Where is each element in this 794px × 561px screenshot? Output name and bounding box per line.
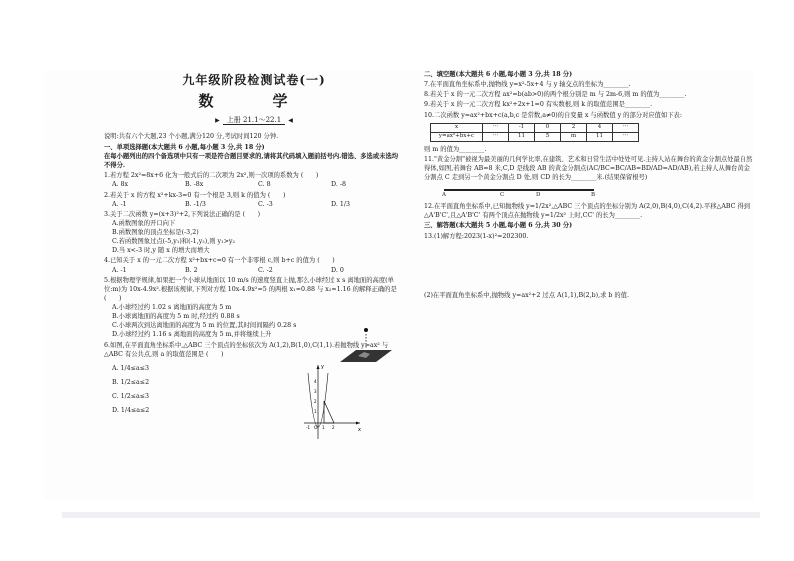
right-column [424,70,754,300]
q10-table-row-y [431,132,639,141]
fig-tick-2: 2 [332,424,335,430]
instructions: 说明:共有六个大题,23 个小题,满分120 分,考试时间120 分钟. [104,132,279,140]
q6-choice-c: C. 1/2≤a≤3 [112,393,150,401]
question-9: 9.若关于 x 的一元二次方程 kx²+2x+1=0 有实数根,则 k 的取值范围是________. [424,101,653,109]
triangle-left-icon: ◀ [288,117,293,125]
q6-choice-b: B. 1/2≤a≤2 [112,378,150,386]
left-column [104,70,404,433]
question-7: 7.在平面直角坐标系中,抛物线 y=x²-5x+4 与 y 轴交点的坐标为________. [424,81,631,89]
q6-paren: ( ) [206,350,224,358]
q5-choice-a: A.小球经过约 1.02 s 离地面的高度为 5 m [112,304,232,312]
horizontal-scrollbar[interactable] [62,512,760,518]
q3-choice-d: D.当 x<-3 时,y 随 x 的增大而增大 [112,247,210,255]
question-6 [104,341,404,433]
q2-choice-c: C. -3 [258,200,273,208]
q3-choice-a: A.函数图象的开口向下 [112,219,176,227]
fig-origin-label: O [314,425,318,431]
exam-page [44,70,754,500]
exam-title: 九年级阶段检测试卷(一) [182,73,326,87]
q4-paren: ( ) [317,257,335,265]
q1-choice-b: B. -8x [185,181,204,189]
q2-choice-a: A. -1 [112,200,127,208]
q11-text: 11."黄金分割"被视为最美丽的几何学比率,在建筑、艺术和日常生活中处处可见.主持人站在舞台的黄金分割点处最自然得体,如图,若舞台 AB=8 米,C,D 是线段 AB 的黄金分割点(AC/BC=BC/AB=BD/AD=AD/AB),若主持人从舞台黄金分割点 C 走到另一个黄金分割点 D 处,则 CD 的长为________米.(结果保留根号) [424,155,753,181]
question-2 [104,191,404,209]
table-cell: ··· [483,132,509,141]
q6-choice-d: D. 1/4≤a≤2 [112,407,150,415]
q4-choice-a: A. -1 [112,266,127,274]
table-cell: 0 [535,123,561,132]
table-cell: 11 [587,132,613,141]
section1-note: 在每小题列出的四个备选项中只有一项是符合题目要求的,请将其代码填入题前括号内.错选、多选或未选均不得分. [104,153,399,170]
seg-label-d: D [536,192,541,199]
q1-choice-a: A. 8x [112,181,129,189]
q3-stem: 3.关于二次函数 y=(x+3)²+2,下列说法正确的是 [104,210,241,218]
stage-line [444,189,594,191]
fig-tick-1: 1 [322,424,325,430]
q1-choice-c: C. 8 [258,181,271,189]
seg-label-c: C [500,192,505,199]
q13-part1: 13.(1)解方程:2023(1-x)²=202300. [424,232,529,240]
fig-tick-y2: 2 [314,398,317,404]
q3-paren: ( ) [242,210,261,218]
question-4 [104,256,404,274]
fig-tick-neg1: -1 [306,424,310,430]
exam-scope [104,115,404,126]
q5-choice-c: C.小球两次到达离地面的高度为 5 m 的位置,其时间间隔约 0.28 s [112,322,297,330]
q1-stem: 1.若方程 2x²=8x+6 化为一般式后的二次项为 2x²,则一次项的系数为 [104,172,299,180]
q4-choice-c: C. -2 [258,266,273,274]
coordinate-figure [294,361,364,441]
fig-tick-y3: 3 [314,388,317,394]
section1-title: 一、单项选择题(本大题共 6 小题,每小题 3 分,共 18 分) [104,143,265,151]
q4-choice-b: B. 2 [185,266,198,274]
section3-title: 三、解答题(本大题共 5 小题,每小题 6 分,共 30 分) [424,222,573,230]
table-cell: 11 [509,132,535,141]
exam-subject: 数 学 [198,92,310,111]
stage-segment-figure [444,185,594,199]
question-3 [104,210,404,256]
table-cell: -1 [509,123,535,132]
table-cell: ··· [483,123,509,132]
q2-choice-b: B. -1/3 [185,200,206,208]
table-cell: ··· [613,132,639,141]
seg-label-b: B [591,192,596,199]
q2-stem: 2.若关于 x 的方程 x²+kx-3=0 有一个根是 3,则 k 的值为 [104,191,266,199]
q10-table [430,123,639,142]
q3-choice-c: C.若函数图象过点(-5,y₁)和(-1,y₂),则 y₁>y₂ [112,238,235,246]
q1-choice-d: D. -8 [331,181,346,189]
seg-label-a: A [442,192,446,199]
q4-stem: 4.已知关于 x 的一元二次方程 x²+bx+c=0 有一个非零根 c,则 b+c 的值为 [104,257,316,265]
fig-x-label: x [358,426,361,433]
question-1 [104,171,404,189]
q10-table-row-x [431,123,639,132]
fig-tick-y4: 4 [314,378,317,384]
table-cell: m [561,132,587,141]
question-5 [104,276,404,340]
triangle-right-icon: ▶ [215,117,220,125]
q10-tail: 则 m 的值为________. [424,145,487,153]
q2-paren: ( ) [267,191,286,199]
table-cell: 5 [535,132,561,141]
fig-y-label: y [321,363,324,370]
q2-choice-d: D. 1/3 [331,200,350,208]
question-8: 8.若关于 x 的一元二次方程 ax²=b(ab>0)的两个根分别是 m 与 2m-6,则 m 的值为________. [424,91,687,99]
table-cell: 4 [587,123,613,132]
q5-paren: ( ) [104,294,122,302]
q1-paren: ( ) [300,172,319,180]
q13-part2: (2)在平面直角坐标系中,抛物线 y=ax²+2 过点 A(1,1),B(2,b),求 b 的值. [424,291,630,299]
question-12: 12.在平面直角坐标系中,已知抛物线 y=1/2x²,△ABC 三个顶点的坐标分别为 A(2,0),B(4,0),C(4,2).平移△ABC 得到△A'B'C',且△A'B'C' 有两个顶点在抛物线 y=1/2x² 上时,CC' 的长为________. [424,203,751,220]
table-cell: 2 [561,123,587,132]
question-10 [424,111,754,154]
q6-stem: 6.如图,在平面直角坐标系中,△ABC 三个顶点的坐标依次为 A(1,2),B(1,0),C(1,1).若抛物线 y=ax² 与△ABC 有公共点,则 a 的取值范围是 [104,341,389,358]
scope-text: 上册 21.1～22.1 [223,116,285,125]
table-cell: ··· [613,123,639,132]
table-cell: y=ax²+bx+c [431,132,483,141]
section2-title: 二、填空题(本大题共 6 小题,每小题 3 分,共 18 分) [424,71,573,78]
q3-choice-b: B.函数图象的顶点坐标是(-3,2) [112,229,199,237]
question-11 [424,155,754,199]
q10-stem: 10.二次函数 y=ax²+bx+c(a,b,c 是常数,a≠0)的自变量 x 与函数值 y 的部分对应值如下表: [424,111,682,119]
q5-choice-b: B.小球离地面的高度为 5 m 时,经过约 0.88 s [112,313,240,321]
q6-choice-a: A. 1/4≤a≤3 [112,364,149,372]
q4-choice-d: D. 0 [331,266,344,274]
table-cell: x [431,123,483,132]
fig-tick-y1: 1 [314,408,317,414]
q5-choice-d: D.小球经过约 1.16 s 离地面的高度为 5 m,并将继续上升 [112,331,272,339]
q5-stem: 5.根据物理学规律,如果把一个小球从地面以 10 m/s 的速度竖直上抛,那么小球经过 x s 离地面的高度(单位:m)为 10x-4.9x².根据该规律,下列对方程 10x-4.9x²=5 的两根 x₁≈0.88 与 x₂≈1.16 的解释正确的是 [104,276,397,293]
